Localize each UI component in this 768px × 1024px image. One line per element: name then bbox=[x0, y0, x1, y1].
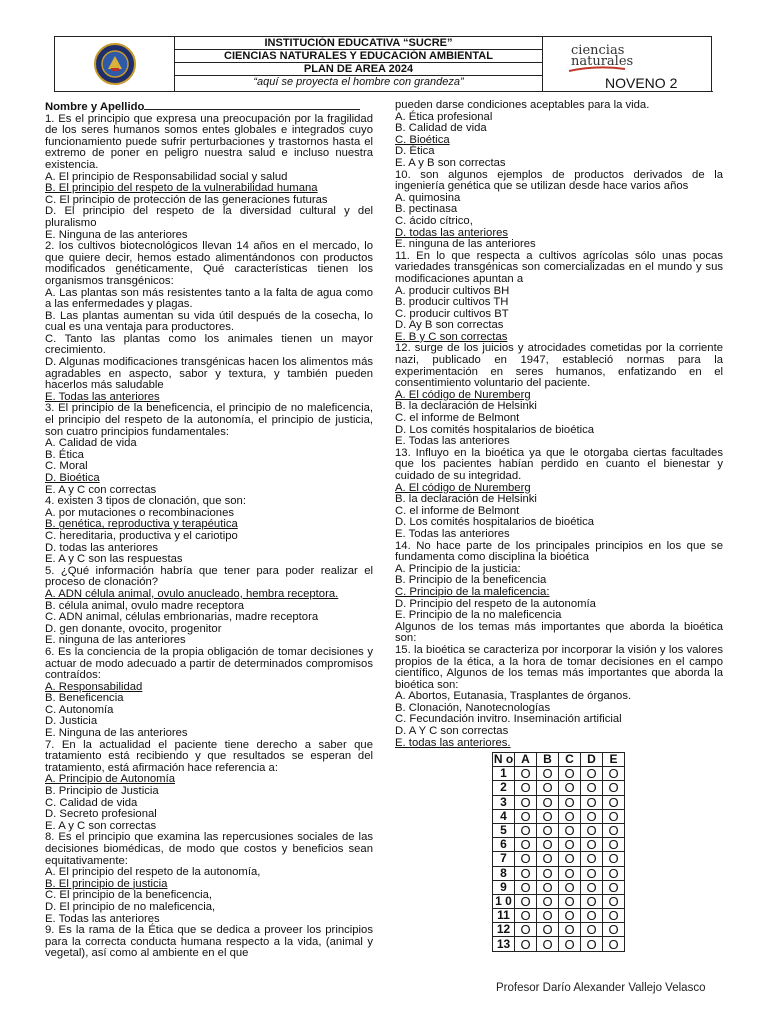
question-line: 8. Es el principio que examina las repercusiones sociales de las decisiones biomédicas, de modo que costos y beneficios sean equitativamente: bbox=[45, 831, 373, 867]
answer-bubble[interactable]: O bbox=[515, 809, 537, 823]
question-line: A. Ética profesional bbox=[395, 110, 493, 123]
question-line: D. Ay B son correctas bbox=[395, 319, 504, 332]
question-line: C. Bioética bbox=[395, 133, 450, 146]
answer-bubble[interactable]: O bbox=[603, 894, 625, 908]
question-line: E. Todas las anteriores bbox=[45, 912, 160, 925]
institution-name: INSTITUCIÓN EDUCATIVA “SUCRE” bbox=[175, 37, 542, 50]
question-line: E. Todas las anteriores bbox=[395, 435, 510, 448]
answer-bubble[interactable]: O bbox=[559, 866, 581, 880]
brand-line-2: naturales bbox=[571, 54, 634, 69]
answer-bubble[interactable]: O bbox=[603, 809, 625, 823]
answer-row-number: 3 bbox=[493, 795, 515, 809]
question-line: pueden darse condiciones aceptables para la vida. bbox=[395, 99, 650, 111]
question-line: C. Autonomía bbox=[45, 703, 114, 716]
answer-bubble[interactable]: O bbox=[581, 795, 603, 809]
answer-bubble[interactable]: O bbox=[603, 880, 625, 894]
answer-row-number: 1 bbox=[493, 767, 515, 781]
answer-row bbox=[493, 923, 625, 937]
question-line: D. Justicia bbox=[45, 715, 98, 728]
answer-bubble[interactable]: O bbox=[559, 937, 581, 951]
question-line: C. El principio de la beneficencia, bbox=[45, 889, 213, 902]
question-line: D. El principio de no maleficencia, bbox=[45, 900, 216, 913]
question-line: D. todas las anteriores bbox=[45, 541, 159, 554]
answer-bubble[interactable]: O bbox=[537, 937, 559, 951]
answer-table-body bbox=[493, 767, 625, 951]
question-line: A. producir cultivos BH bbox=[395, 284, 510, 297]
brand-swoosh-icon bbox=[567, 65, 627, 73]
name-field[interactable] bbox=[45, 100, 373, 114]
question-line: C. Tanto las plantas como los animales tienen un mayor crecimiento. bbox=[45, 332, 373, 357]
question-line: B. Clonación, Nanotecnologías bbox=[395, 701, 551, 714]
motto: “aquí se proyecta el hombre con grandeza” bbox=[253, 76, 464, 88]
answer-bubble[interactable]: O bbox=[515, 781, 537, 795]
answer-bubble[interactable]: O bbox=[515, 767, 537, 781]
question-line: 13. Influyo en la bioética ya que le otorgaba ciertas facultades que los pacientes habían perdido en cuanto el bienestar y cuidado de su integridad. bbox=[395, 446, 723, 482]
question-line: 3. El principio de la beneficencia, el principio de no maleficencia, el principio del respeto de la autonomía, el principio de justicia, son cuatro principios fundamentales: bbox=[45, 402, 373, 438]
question-line: A. por mutaciones o recombinaciones bbox=[45, 506, 235, 519]
answer-bubble[interactable]: O bbox=[581, 767, 603, 781]
answer-bubble[interactable]: O bbox=[581, 880, 603, 894]
answer-bubble[interactable]: O bbox=[603, 838, 625, 852]
question-line: B. Principio de Justicia bbox=[45, 785, 159, 798]
answer-bubble[interactable]: O bbox=[537, 838, 559, 852]
question-line: 12. surge de los juicios y atrocidades cometidas por la corriente nazi, publicado en 1947, estableció normas para la experimentación en seres humanos, enfatizando en el consentimiento voluntario del paciente. bbox=[395, 342, 723, 390]
question-line: 6. Es la conciencia de la propia obligación de tomar decisiones y actuar de modo adecuado a partir de determinados compromisos contraídos: bbox=[45, 645, 373, 682]
answer-row bbox=[493, 838, 625, 852]
question-line: D. gen donante, ovocito, progenitor bbox=[45, 622, 222, 635]
answer-bubble[interactable]: O bbox=[537, 809, 559, 823]
answer-bubble[interactable]: O bbox=[559, 809, 581, 823]
question-line: 4. existen 3 tipos de clonación, que son: bbox=[45, 495, 246, 508]
right-column bbox=[395, 100, 723, 749]
answer-bubble[interactable]: O bbox=[559, 795, 581, 809]
answer-column-header: A bbox=[515, 753, 537, 767]
answer-row bbox=[493, 866, 625, 880]
question-line: 10. son algunos ejemplos de productos derivados de la ingeniería genética que se utilizan desde hace varios años bbox=[395, 168, 723, 193]
answer-bubble[interactable]: O bbox=[559, 781, 581, 795]
answer-bubble[interactable]: O bbox=[581, 937, 603, 951]
question-line: C. ADN animal, células embrionarias, madre receptora bbox=[45, 611, 319, 624]
question-line: A. Responsabilidad bbox=[45, 680, 143, 693]
question-line: D. Los comités hospitalarios de bioética bbox=[395, 423, 595, 436]
answer-column-header: D bbox=[581, 753, 603, 767]
name-label: Nombre y Apellido bbox=[45, 101, 145, 113]
question-line: E. Ninguna de las anteriores bbox=[45, 727, 188, 740]
answer-bubble[interactable]: O bbox=[559, 767, 581, 781]
question-line: A. Abortos, Eutanasia, Trasplantes de órganos. bbox=[395, 690, 632, 703]
answer-bubble[interactable]: O bbox=[515, 894, 537, 908]
question-line: 2. los cultivos biotecnológicos llevan 14 años en el mercado, lo que quiere decir, hemos estado alimentándonos con productos modificados genéticamente, Qué características tienen los organismos transgénicos: bbox=[45, 240, 373, 287]
answer-row-number: 4 bbox=[493, 809, 515, 823]
question-line: B. célula animal, ovulo madre receptora bbox=[45, 599, 245, 612]
question-line: D. Secreto profesional bbox=[45, 808, 157, 821]
question-line: E. A y B son correctas bbox=[395, 156, 506, 169]
question-line: B. genética, reproductiva y terapéutica bbox=[45, 518, 238, 531]
question-line: D. Principio del respeto de la autonomía bbox=[395, 597, 596, 610]
question-line: 14. No hace parte de los principales principios en los que se fundamenta como disciplina la bioética bbox=[395, 539, 723, 564]
question-line: B. Ética bbox=[45, 448, 84, 461]
plan-name: PLAN DE AREA 2024 bbox=[175, 63, 542, 76]
school-logo bbox=[55, 37, 175, 91]
question-line: C. Fecundación invitro. Inseminación artificial bbox=[395, 713, 622, 726]
question-line: D. El principio del respeto de la diversidad cultural y del pluralismo bbox=[45, 205, 373, 229]
answer-bubble[interactable]: O bbox=[537, 880, 559, 894]
question-line: B. producir cultivos TH bbox=[395, 296, 509, 309]
answer-bubble[interactable]: O bbox=[515, 852, 537, 866]
answer-column-header: B bbox=[537, 753, 559, 767]
answer-row bbox=[493, 809, 625, 823]
grade-label: NOVENO 2 bbox=[605, 75, 678, 91]
answer-bubble[interactable]: O bbox=[537, 894, 559, 908]
question-line: C. Principio de la maleficencia: bbox=[395, 585, 550, 598]
answer-bubble[interactable]: O bbox=[515, 909, 537, 923]
answer-row bbox=[493, 795, 625, 809]
answer-row-number: 5 bbox=[493, 823, 515, 837]
question-line: A. ADN célula animal, ovulo anucleado, hembra receptora. bbox=[45, 587, 339, 600]
question-line: D. Algunas modificaciones transgénicas hacen los alimentos más agradables en aspecto, sabor y textura, y también pueden hacerlos más saludable bbox=[45, 356, 373, 392]
answer-row bbox=[493, 781, 625, 795]
answer-bubble[interactable]: O bbox=[581, 823, 603, 837]
answer-bubble[interactable]: O bbox=[559, 894, 581, 908]
question-line: 5. ¿Qué información habría que tener para poder realizar el proceso de clonación? bbox=[45, 564, 373, 589]
question-line: Algunos de los temas más importantes que aborda la bioética son: bbox=[395, 620, 723, 645]
answer-bubble[interactable]: O bbox=[559, 838, 581, 852]
question-line: A. El código de Nuremberg bbox=[395, 481, 531, 494]
brand-cell bbox=[543, 37, 711, 91]
answer-bubble[interactable]: O bbox=[603, 781, 625, 795]
question-line: C. ácido cítrico, bbox=[395, 214, 473, 227]
answer-bubble[interactable]: O bbox=[603, 909, 625, 923]
question-line: E. Todas las anteriores bbox=[45, 390, 160, 403]
answer-bubble[interactable]: O bbox=[603, 866, 625, 880]
answer-row-number: 1 0 bbox=[493, 894, 515, 908]
question-line: E. A y C son las respuestas bbox=[45, 553, 183, 566]
answer-bubble[interactable]: O bbox=[537, 795, 559, 809]
answer-bubble[interactable]: O bbox=[603, 937, 625, 951]
name-blank-line[interactable] bbox=[144, 100, 360, 110]
left-questions bbox=[45, 114, 373, 960]
answer-row-number: 11 bbox=[493, 909, 515, 923]
answer-bubble[interactable]: O bbox=[515, 880, 537, 894]
question-line: D. Ética bbox=[395, 145, 435, 158]
school-seal-icon bbox=[93, 42, 137, 86]
question-line: E. todas las anteriores. bbox=[395, 736, 511, 749]
question-line: C. hereditaria, productiva y el cariotipo bbox=[45, 529, 238, 542]
answer-table-no-header: N o bbox=[493, 752, 514, 766]
answer-bubble[interactable]: O bbox=[603, 852, 625, 866]
question-line: A. Principio de Autonomía bbox=[45, 773, 175, 786]
answer-sheet-table bbox=[492, 752, 625, 952]
brand-line-1: ciencias bbox=[571, 43, 625, 58]
question-line: D. todas las anteriores bbox=[395, 226, 509, 239]
answer-row-number: 2 bbox=[493, 781, 515, 795]
question-line: E. B y C son correctas bbox=[395, 330, 508, 343]
answer-row-number: 8 bbox=[493, 866, 515, 880]
answer-bubble[interactable]: O bbox=[537, 852, 559, 866]
answer-table-header bbox=[493, 753, 625, 767]
answer-bubble[interactable]: O bbox=[559, 852, 581, 866]
answer-bubble[interactable]: O bbox=[537, 866, 559, 880]
answer-bubble[interactable]: O bbox=[515, 923, 537, 937]
answer-bubble[interactable]: O bbox=[515, 838, 537, 852]
answer-bubble[interactable]: O bbox=[581, 923, 603, 937]
answer-bubble[interactable]: O bbox=[559, 923, 581, 937]
question-line: E. ninguna de las anteriores bbox=[395, 238, 536, 251]
answer-bubble[interactable]: O bbox=[559, 909, 581, 923]
question-line: A. Principio de la justicia: bbox=[395, 562, 521, 575]
question-line: D. A Y C son correctas bbox=[395, 725, 509, 738]
answer-bubble[interactable]: O bbox=[581, 838, 603, 852]
answer-column-header: C bbox=[559, 753, 581, 767]
answer-bubble[interactable]: O bbox=[537, 923, 559, 937]
question-line: D. Bioética bbox=[45, 472, 100, 484]
question-line: B. Las plantas aumentan su vida útil después de la cosecha, lo cual es una ventaja para productores. bbox=[45, 309, 373, 334]
question-line: A. El principio del respeto de la autonomía, bbox=[45, 866, 261, 879]
answer-bubble[interactable]: O bbox=[537, 767, 559, 781]
answer-bubble[interactable]: O bbox=[515, 795, 537, 809]
answer-bubble[interactable]: O bbox=[537, 909, 559, 923]
answer-bubble[interactable]: O bbox=[603, 923, 625, 937]
grade-underline bbox=[603, 91, 713, 92]
question-line: E. Principio de la no maleficencia bbox=[395, 609, 562, 622]
header-title-block bbox=[175, 37, 543, 91]
question-line: E. A y C son correctas bbox=[45, 819, 157, 832]
answer-bubble[interactable]: O bbox=[603, 823, 625, 837]
question-line: 15. la bioética se caracteriza por incorporar la visión y los valores propios de la ética, a la hora de tomar decisiones en el campo científico, Algunos de los temas más importantes que aborda la bioética son: bbox=[395, 643, 723, 691]
question-line: A. Las plantas son más resistentes tanto a la falta de agua como a las enfermedades y plagas. bbox=[45, 286, 373, 311]
subject-name: CIENCIAS NATURALES Y EDUCACIÓN AMBIENTAL bbox=[175, 50, 542, 63]
question-line: 9. Es la rama de la Ética que se dedica a proveer los principios para la correcta conducta humana respecto a la vida, (animal y vegetal), así como al ambiente en el que bbox=[45, 924, 373, 960]
answer-row bbox=[493, 894, 625, 908]
question-line: 7. En la actualidad el paciente tiene derecho a saber que tratamiento está recibiendo y que resultados se esperan del tratamiento, está afirmación hace referencia a: bbox=[45, 738, 373, 774]
question-line: E. ninguna de las anteriores bbox=[45, 634, 186, 647]
question-line: B. Principio de la beneficencia bbox=[395, 574, 547, 587]
answer-column-header: E bbox=[603, 753, 625, 767]
answer-row-number: 13 bbox=[493, 937, 515, 951]
question-line: C. Calidad de vida bbox=[45, 796, 138, 809]
question-line: C. el informe de Belmont bbox=[395, 412, 520, 425]
question-line: C. Moral bbox=[45, 460, 88, 473]
question-line: E. Ninguna de las anteriores bbox=[45, 228, 188, 241]
answer-row bbox=[493, 767, 625, 781]
question-line: B. Beneficencia bbox=[45, 692, 124, 705]
brand-logo bbox=[571, 45, 633, 67]
answer-bubble[interactable]: O bbox=[581, 894, 603, 908]
right-questions bbox=[395, 100, 723, 749]
answer-row-number: 9 bbox=[493, 880, 515, 894]
answer-bubble[interactable]: O bbox=[515, 823, 537, 837]
question-line: A. El principio de Responsabilidad social y salud bbox=[45, 170, 288, 183]
answer-bubble[interactable]: O bbox=[559, 823, 581, 837]
answer-bubble[interactable]: O bbox=[581, 809, 603, 823]
answer-bubble[interactable]: O bbox=[581, 909, 603, 923]
question-line: D. Los comités hospitalarios de bioética bbox=[395, 516, 595, 529]
question-line: B. pectinasa bbox=[395, 203, 458, 216]
answer-bubble[interactable]: O bbox=[537, 781, 559, 795]
question-line: A. quimosina bbox=[395, 191, 461, 204]
document-header bbox=[54, 36, 712, 92]
answer-row-number: 12 bbox=[493, 923, 515, 937]
question-line: E. A y C con correctas bbox=[45, 483, 157, 496]
answer-bubble[interactable]: O bbox=[515, 866, 537, 880]
question-line: 1. Es el principio que expresa una preocupación por la fragilidad de los seres humanos somos entes globales e integrados cuyo funcionamiento puede sufrir perturbaciones y trastornos hasta el extremo de poner en peligro nuestra salud e incluso nuestra existencia. bbox=[45, 112, 373, 171]
question-line: B. Calidad de vida bbox=[395, 122, 487, 135]
question-line: B. El principio del respeto de la vulnerabilidad humana bbox=[45, 182, 318, 195]
left-column bbox=[45, 100, 373, 960]
question-line: B. la declaración de Helsinki bbox=[395, 400, 537, 413]
question-line: C. El principio de protección de las generaciones futuras bbox=[45, 193, 328, 206]
teacher-signature: Profesor Darío Alexander Vallejo Velasco bbox=[496, 982, 706, 994]
answer-bubble[interactable]: O bbox=[581, 781, 603, 795]
question-line: B. la declaración de Helsinki bbox=[395, 493, 537, 506]
question-line: E. Todas las anteriores bbox=[395, 527, 510, 540]
answer-bubble[interactable]: O bbox=[559, 880, 581, 894]
answer-bubble[interactable]: O bbox=[515, 937, 537, 951]
question-line: A. El código de Nuremberg bbox=[395, 388, 531, 401]
question-line: C. producir cultivos BT bbox=[395, 307, 509, 320]
answer-bubble[interactable]: O bbox=[603, 795, 625, 809]
answer-row-number: 6 bbox=[493, 838, 515, 852]
question-line: B. El principio de justicia bbox=[45, 877, 168, 890]
answer-row bbox=[493, 909, 625, 923]
question-line: C. el informe de Belmont bbox=[395, 504, 520, 517]
answer-bubble[interactable]: O bbox=[537, 823, 559, 837]
answer-row-number: 7 bbox=[493, 852, 515, 866]
question-line: A. Calidad de vida bbox=[45, 437, 137, 450]
question-line: 11. En lo que respecta a cultivos agrícolas sólo unas pocas variedades transgénicas son comercializadas en el mundo y sus modificaciones apuntan a bbox=[395, 249, 723, 285]
answer-bubble[interactable]: O bbox=[581, 866, 603, 880]
answer-bubble[interactable]: O bbox=[603, 767, 625, 781]
answer-row bbox=[493, 937, 625, 951]
answer-row bbox=[493, 852, 625, 866]
answer-bubble[interactable]: O bbox=[581, 852, 603, 866]
answer-row bbox=[493, 880, 625, 894]
answer-row bbox=[493, 823, 625, 837]
